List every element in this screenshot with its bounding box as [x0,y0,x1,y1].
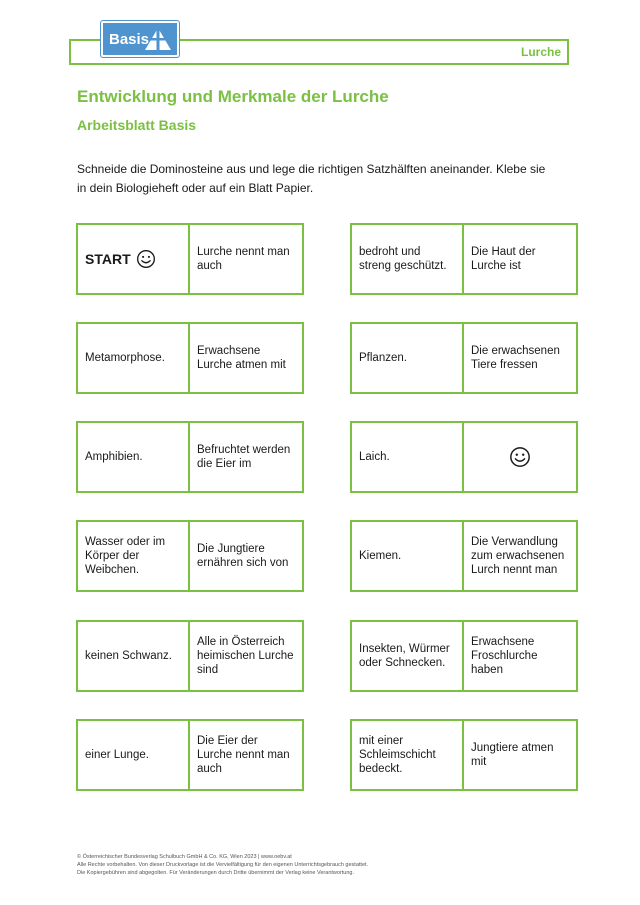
domino-card [350,421,578,493]
domino-card [76,520,304,592]
domino-right-half [190,721,302,789]
domino-right-half [190,522,302,590]
domino-card [350,719,578,791]
domino-card [350,520,578,592]
domino-card [76,421,304,493]
domino-card [76,719,304,791]
domino-right-text: Die Verwandlung zum erwachsenen Lurch nennt man [471,536,565,576]
domino-right-text: Die erwachsenen Tiere fressen [471,345,560,371]
smiley-icon [509,446,531,468]
domino-left-text: mit einer Schleimschicht bedeckt. [359,735,436,775]
domino-right-text: Erwachsene Lurche atmen mit [197,345,286,371]
domino-left-text: Insekten, Würmer oder Schnecken. [359,643,450,669]
domino-card [350,620,578,692]
domino-right-half [464,522,576,590]
domino-left-half [78,622,190,690]
domino-card [76,322,304,394]
domino-right-half [464,225,576,293]
footer-line: Die Kopiergebühren sind abgegolten. Für Veränderungen durch Dritte übernimmt der Verlag keine Verantwortung. [77,870,355,876]
domino-left-text: bedroht und streng geschützt. [359,246,447,272]
domino-left-half [78,522,190,590]
smiley-icon [136,249,156,269]
domino-right-text: Befruchtet werden die Eier im [197,444,291,470]
domino-card [76,620,304,692]
domino-left-half [78,225,190,293]
domino-right-text: Die Jungtiere ernähren sich von [197,543,289,569]
footer [77,853,597,877]
domino-card [350,223,578,295]
domino-left-text: Wasser oder im Körper der Weibchen. [85,536,166,576]
domino-right-half [190,225,302,293]
instructions: Schneide die Dominosteine aus und lege die richtigen Satzhälften aneinander. Klebe sie in dein Biologieheft oder auf ein Blatt Papier. [77,162,546,195]
domino-right-half [190,324,302,392]
domino-left-text: keinen Schwanz. [85,650,172,662]
page-title: Entwicklung und Merkmale der Lurche [77,87,389,106]
domino-right-text: Die Haut der Lurche ist [471,246,536,272]
domino-right-half [190,622,302,690]
domino-card [76,223,304,295]
domino-left-text: Pflanzen. [359,352,407,364]
domino-right-half [464,721,576,789]
domino-right-text: Die Eier der Lurche nennt man auch [197,735,290,775]
domino-left-half [352,423,464,491]
domino-left-half [352,225,464,293]
domino-left-text: einer Lunge. [85,749,149,761]
domino-right-half [190,423,302,491]
footer-line: © Österreichischer Bundesverlag Schulbuch GmbH & Co. KG, Wien 2023 | www.oebv.at [77,854,292,860]
domino-card [350,322,578,394]
domino-right-half [464,423,576,491]
domino-right-text: Erwachsene Froschlurche haben [471,636,538,676]
domino-right-text: Jungtiere atmen mit [471,742,554,768]
domino-left-text: Laich. [359,451,390,463]
domino-left-text: Amphibien. [85,451,143,463]
domino-left-half [352,622,464,690]
domino-right-half [464,622,576,690]
domino-left-half [352,324,464,392]
domino-right-half [464,324,576,392]
basis-triangle-icon [143,26,173,52]
domino-left-text: Metamorphose. [85,352,165,364]
domino-right-text: Alle in Österreich heimischen Lurche sind [197,636,294,676]
page-subtitle: Arbeitsblatt Basis [77,117,197,133]
domino-left-half [78,423,190,491]
domino-left-half [352,721,464,789]
domino-left-text: Kiemen. [359,550,402,562]
domino-left-half [78,324,190,392]
basis-logo [101,21,179,57]
subject-label: Lurche [520,45,561,59]
domino-left-half [78,721,190,789]
footer-line: Alle Rechte vorbehalten. Von dieser Druckvorlage ist die Vervielfältigung für den eigenen Unterrichtsgebrauch gestattet. [77,862,369,868]
domino-left-half [352,522,464,590]
domino-left-text: START [85,251,131,267]
logo-text: Basis [109,31,150,48]
domino-right-text: Lurche nennt man auch [197,246,290,272]
